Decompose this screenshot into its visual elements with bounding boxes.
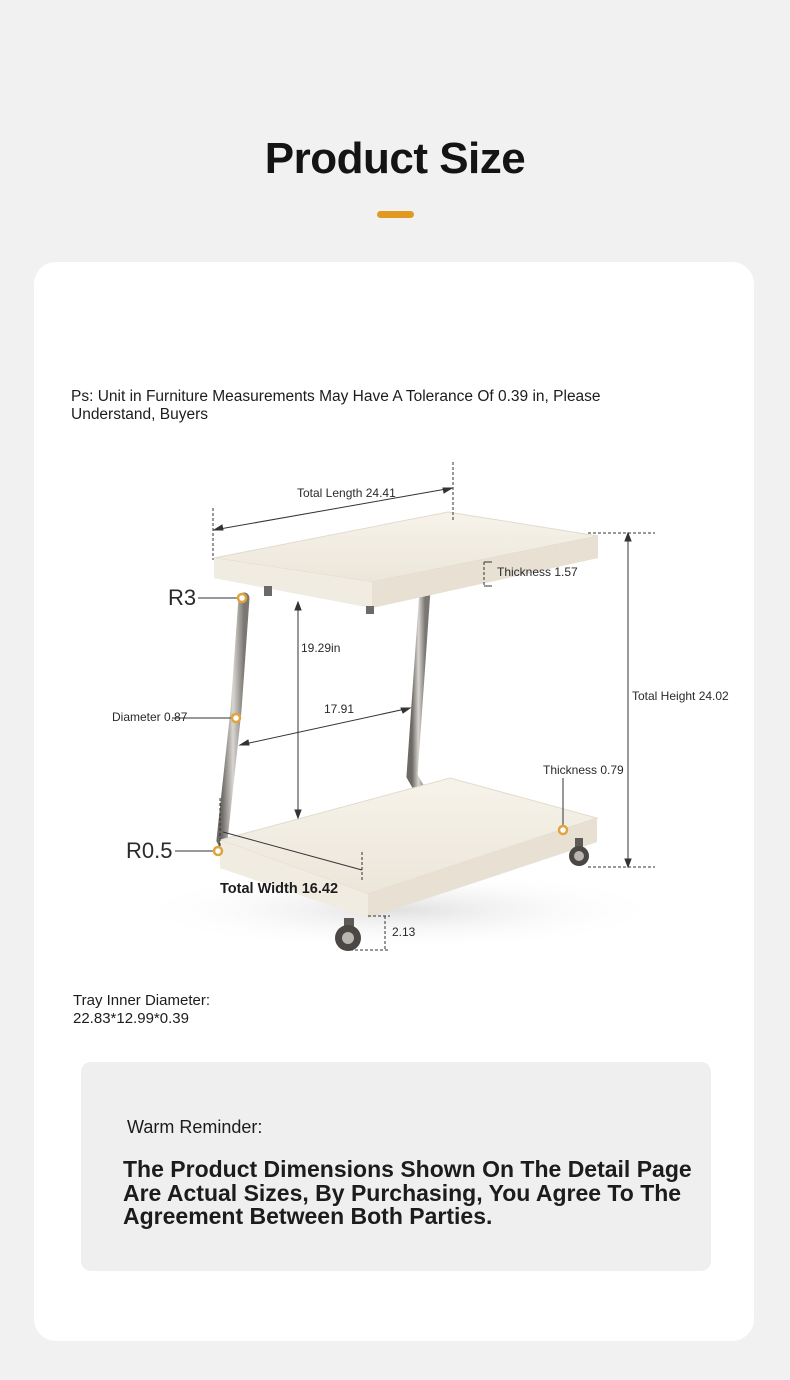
total-height-label: Total Height 24.02 — [632, 689, 729, 703]
product-dimension-diagram — [0, 440, 790, 980]
radius-r05-label: R0.5 — [126, 838, 173, 863]
tray-inner-diameter: Tray Inner Diameter: 22.83*12.99*0.39 — [73, 992, 210, 1027]
tolerance-note: Ps: Unit in Furniture Measurements May Have A Tolerance Of 0.39 in, Please Understand, Buyers — [71, 388, 601, 423]
thickness-bottom-label: Thickness 0.79 — [543, 763, 624, 777]
radius-r3-label: R3 — [168, 585, 197, 610]
r05-marker — [214, 847, 222, 855]
reminder-body: The Product Dimensions Shown On The Detail Page Are Actual Sizes, By Purchasing, You Agree To The Agreement Between Both Parties. — [123, 1156, 692, 1229]
leg-height-label: 19.29in — [301, 641, 341, 655]
reminder-title: Warm Reminder: — [127, 1117, 263, 1137]
total-length-label: Total Length 24.41 — [297, 486, 396, 500]
diameter-marker — [232, 714, 240, 722]
r3-marker — [238, 594, 246, 602]
diameter-label: Diameter 0.87 — [112, 710, 188, 724]
page-title: Product Size — [264, 134, 526, 183]
caster-height-label: 2.13 — [392, 925, 416, 939]
total-width-label: Total Width 16.42 — [220, 881, 339, 897]
inner-span-label: 17.91 — [324, 702, 355, 716]
title-accent-bar — [377, 211, 414, 218]
thickness-bottom-marker — [559, 826, 567, 834]
thickness-top-label: Thickness 1.57 — [497, 565, 578, 579]
